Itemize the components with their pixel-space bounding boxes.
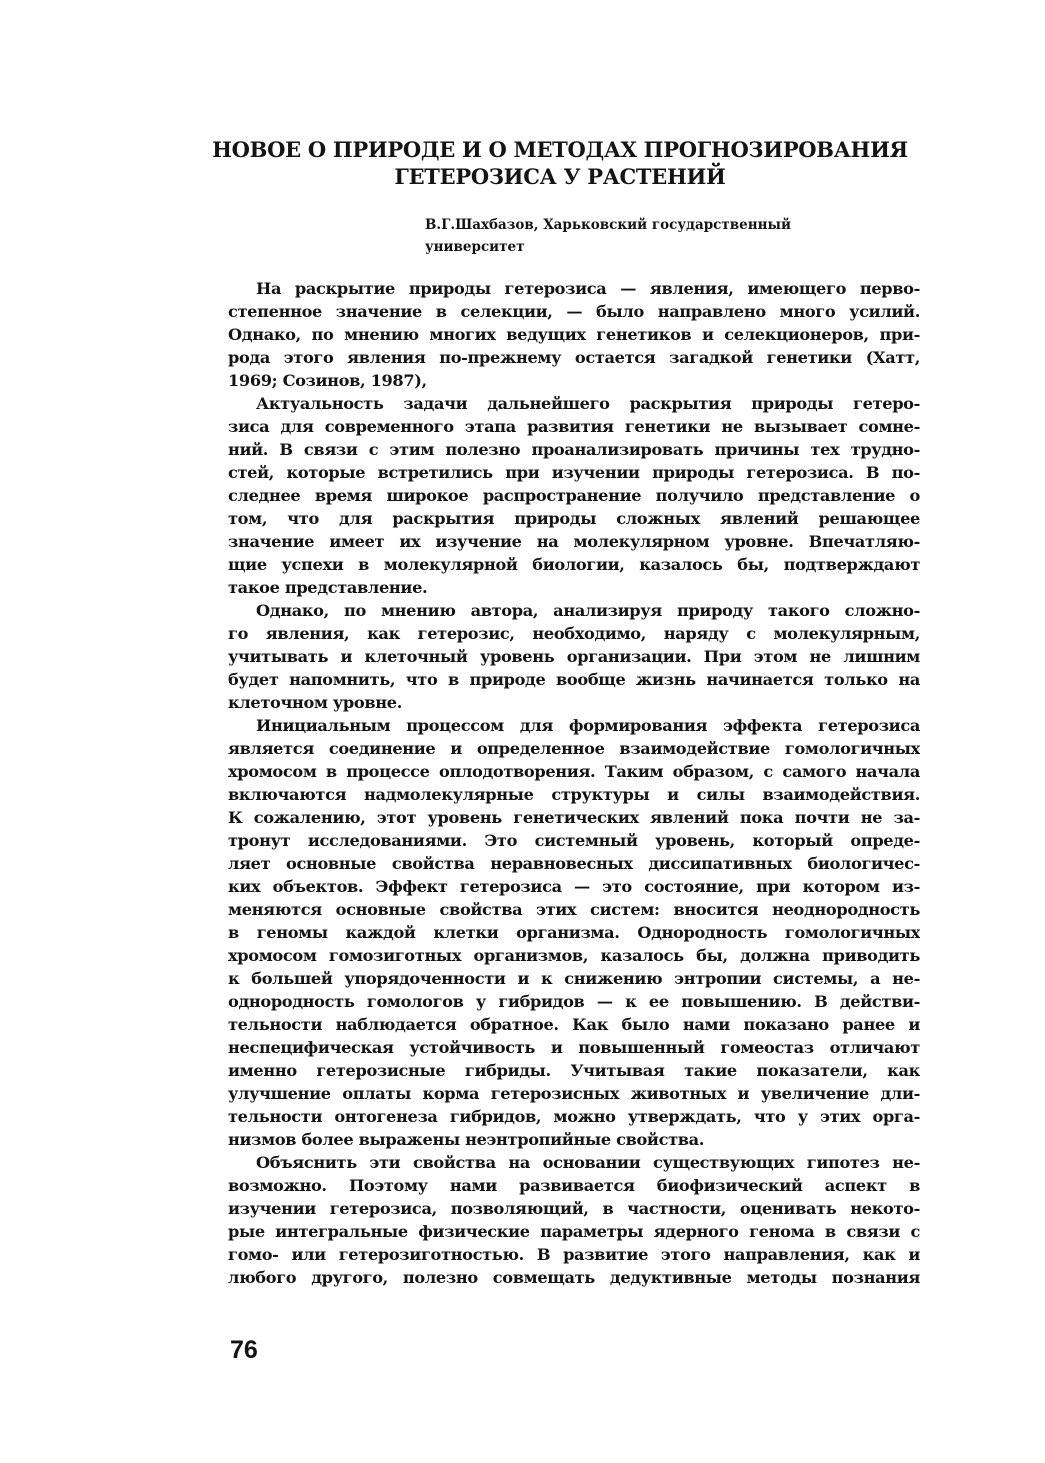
paragraph xyxy=(228,277,920,392)
text-line: включаются надмолекулярные структуры и силы взаимодействия. xyxy=(228,785,920,804)
text-line: Однако, по мнению автора, анализируя природу такого сложно- xyxy=(256,601,920,620)
text-line: учитывать и клеточный уровень организации. При этом не лишним xyxy=(228,647,920,666)
text-line: неспецифическая устойчивость и повышенный гомеостаз отличают xyxy=(228,1038,920,1057)
text-line: Однако, по мнению многих ведущих генетиков и селекционеров, при- xyxy=(228,325,920,344)
text-line: ний. В связи с этим полезно проанализировать причины тех трудно- xyxy=(228,440,920,459)
text-line: На раскрытие природы гетерозиса — явления, имеющего перво- xyxy=(256,279,920,298)
article-body xyxy=(228,277,920,1289)
text-line: однородность гомологов у гибридов — к ее повышению. В действи- xyxy=(228,992,920,1011)
text-line: К сожалению, этот уровень генетических явлений пока почти не за- xyxy=(228,808,920,827)
text-line: зиса для современного этапа развития генетики не вызывает сомне- xyxy=(228,417,920,436)
text-line: в геномы каждой клетки организма. Однородность гомологичных xyxy=(228,923,920,942)
text-line: тельности онтогенеза гибридов, можно утверждать, что у этих орга- xyxy=(228,1107,920,1126)
text-line: возможно. Поэтому нами развивается биофизический аспект в xyxy=(228,1176,920,1195)
text-line: значение имеет их изучение на молекулярном уровне. Впечатляю- xyxy=(228,532,920,551)
text-line: ких объектов. Эффект гетерозиса — это состояние, при котором из- xyxy=(228,877,920,896)
text-line: клеточном уровне. xyxy=(228,693,402,712)
article-title xyxy=(180,136,940,190)
text-line: будет напомнить, что в природе вообще жизнь начинается только на xyxy=(228,670,920,689)
text-line: рода этого явления по-прежнему остается загадкой генетики (Хатт, xyxy=(228,348,920,367)
text-line: улучшение оплаты корма гетерозисных животных и увеличение дли- xyxy=(228,1084,920,1103)
text-line: том, что для раскрытия природы сложных явлений решающее xyxy=(228,509,920,528)
paragraph xyxy=(228,392,920,599)
text-line: Объяснить эти свойства на основании существующих гипотез не- xyxy=(256,1153,920,1172)
text-line: любого другого, полезно совмещать дедуктивные методы познания xyxy=(228,1268,920,1287)
text-line: такое представление. xyxy=(228,578,428,597)
author-line: В.Г.Шахбазов, Харьковский государственный xyxy=(425,217,792,233)
text-line: меняются основные свойства этих систем: вносится неоднородность xyxy=(228,900,920,919)
title-line: НОВОЕ О ПРИРОДЕ И О МЕТОДАХ ПРОГНОЗИРОВАНИЯ xyxy=(212,137,908,162)
text-line: 1969; Созинов, 1987), xyxy=(228,371,427,390)
title-line: ГЕТЕРОЗИСА У РАСТЕНИЙ xyxy=(394,164,726,189)
text-line: хромосом в процессе оплодотворения. Таким образом, с самого начала xyxy=(228,762,920,781)
text-line: Актуальность задачи дальнейшего раскрытия природы гетеро- xyxy=(256,394,920,413)
author-line: университет xyxy=(425,239,525,255)
page-number: 76 xyxy=(230,1336,258,1364)
text-line: именно гетерозисные гибриды. Учитывая такие показатели, как xyxy=(228,1061,920,1080)
text-line: го явления, как гетерозис, необходимо, наряду с молекулярным, xyxy=(228,624,920,643)
text-line: ляет основные свойства неравновесных диссипативных биологичес- xyxy=(228,854,920,873)
author-affiliation xyxy=(425,214,865,258)
text-line: степенное значение в селекции, — было направлено много усилий. xyxy=(228,302,920,321)
text-line: тронут исследованиями. Это системный уровень, который опреде- xyxy=(228,831,920,850)
text-line: хромосом гомозиготных организмов, казалось бы, должна приводить xyxy=(228,946,920,965)
paragraph xyxy=(228,1151,920,1289)
text-line: является соединение и определенное взаимодействие гомологичных xyxy=(228,739,920,758)
text-line: тельности наблюдается обратное. Как было нами показано ранее и xyxy=(228,1015,920,1034)
text-line: рые интегральные физические параметры ядерного генома в связи с xyxy=(228,1222,920,1241)
text-line: стей, которые встретились при изучении природы гетерозиса. В по- xyxy=(228,463,920,482)
paragraph xyxy=(228,599,920,714)
text-line: Инициальным процессом для формирования эффекта гетерозиса xyxy=(256,716,920,735)
text-line: щие успехи в молекулярной биологии, казалось бы, подтверждают xyxy=(228,555,920,574)
text-line: изучении гетерозиса, позволяющий, в частности, оценивать некото- xyxy=(228,1199,920,1218)
text-line: следнее время широкое распространение получило представление о xyxy=(228,486,920,505)
text-line: гомо- или гетерозиготностью. В развитие этого направления, как и xyxy=(228,1245,920,1264)
paragraph xyxy=(228,714,920,1151)
text-line: низмов более выражены неэнтропийные свойства. xyxy=(228,1130,705,1149)
text-line: к большей упорядоченности и к снижению энтропии системы, а не- xyxy=(228,969,920,988)
